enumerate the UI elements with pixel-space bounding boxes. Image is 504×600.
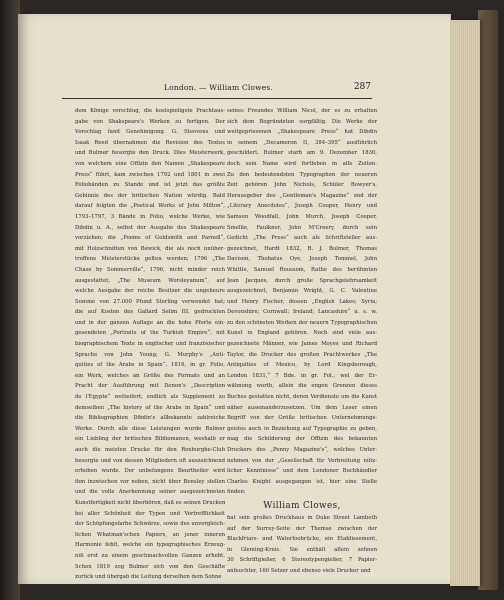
text-line: auch die meisten Drucke für den Roxburghe-Club xyxy=(75,447,225,453)
text-line: 1793–1797, 3 Bände in Folio, welche Werke, wie xyxy=(75,213,225,220)
text-line: wähnung werth, allein die engen Grenzen dieses xyxy=(227,383,377,390)
header-rule xyxy=(62,98,372,99)
text-line: mag die Schilderung der Offizin des bekannten xyxy=(227,436,377,443)
text-line: Zeit gehören John Nichols, Schüler Bowyer's, xyxy=(227,182,377,189)
text-line: von welchem eine Offizin den Namen „Shakespeare xyxy=(75,160,225,167)
text-line: seines Freundes William Nicol, der es zu erhalten xyxy=(227,108,377,114)
text-line: Begriff von der Größe britischen Unternehmungs- xyxy=(227,415,377,422)
text-line: näher auseinanderzusetzen. Um dem Leser einen xyxy=(227,404,377,411)
text-line: mit Holzschnitten von Bewick, die als noch unüber- xyxy=(75,245,225,252)
text-line: der Schöpfungsfarbe Schwärze, sowie des unvergleich- xyxy=(75,521,225,528)
text-line: demselben „The history of the Arabs in Spain“ und xyxy=(75,404,225,411)
text-line: ausgezeichnet, Benjamin Wright, G. C. Valentine xyxy=(227,288,377,295)
text-line: doch sein Name wird fortleben in alle Zeiten. xyxy=(227,160,377,167)
text-line: geschildert. Bulmer starb am 9. Dezember 1830, xyxy=(227,150,377,157)
text-line: nehmen von der „Gesellschaft für Verbreitung nütz- xyxy=(227,457,377,464)
text-line: ein Liebling der britischen Bibliomanen, weshalb er xyxy=(75,436,225,443)
text-line: besorgte und von dessen Mitgliedern oft auszeichnend xyxy=(75,457,225,464)
text-line: licher Kenntnisse“ und dem Londoner Buchhändler xyxy=(227,468,377,475)
text-line: welche Ausgabe der reiche Besitzer die ungeheure xyxy=(75,288,225,295)
text-line: weitgepriesenen „Shakespeare Press“ hat Dibdin xyxy=(227,129,377,136)
page-edges xyxy=(450,20,480,586)
text-line: „Literary Anecdotes“, Joseph Cooper, Henry und xyxy=(227,203,377,210)
text-line: Schon 1819 zog Bulmer sich von den Geschäfte xyxy=(75,563,225,570)
text-line: erhoben wurde. Der unbefangene Beurtheiler wird xyxy=(75,468,225,475)
book-cover-edge xyxy=(478,10,498,590)
text-line: in Gleming-Kreis. Sie enthält allein zehnen xyxy=(227,546,377,553)
text-line: bei aller Schönheit der Typen und Vortrefflichkeit xyxy=(75,510,225,517)
text-line: Werke. Durch alle diese Leistungen wurde Bulmer xyxy=(75,425,225,432)
text-line: geistes auch in Beziehung auf Typographie zu geben, xyxy=(227,425,377,432)
right-text-column xyxy=(227,106,377,577)
text-line: und Henry Fischer, dessen „English Lakes; Syria; xyxy=(227,298,377,305)
text-line: Blackfriars- und Waterloobrücke, ein Etablissement, xyxy=(227,536,377,543)
running-header xyxy=(66,82,371,96)
text-line: Buches gestatten nicht, deren Verdienste um die Kunst xyxy=(227,394,377,401)
text-line: und Bulmer besorgte den Druck. Dies Meisterwerk, xyxy=(75,150,225,157)
text-line: Zu den bedeutendsten Typographen der neueren xyxy=(227,171,377,178)
text-line: finden: xyxy=(227,489,246,496)
text-line: Vorschlag fand Genehmigung. G. Steevens und xyxy=(75,129,225,136)
text-line: und in der ganzen Auflage an die hohe Pforte ein- xyxy=(75,319,225,326)
text-line: Chase by Sommerville“, 1796, nicht minder reich xyxy=(75,266,225,273)
text-line: Kunst in England gehören. Noch sind viele aus- xyxy=(227,330,377,337)
left-text-column xyxy=(75,106,225,583)
book-binding xyxy=(0,0,20,600)
text-line: gezeichnet, Hardt 1832, R. J. Bulmer, Thomas xyxy=(227,245,377,252)
page-number: 287 xyxy=(353,82,371,92)
text-line: ausgestattet, „The Museum Worsleyanum“, auf xyxy=(75,277,225,284)
text-line: Isaak Reed übernahmen die Revision des Textes xyxy=(75,139,225,146)
text-line: Foliobänden zu Stande und ist jetzt das größte xyxy=(75,182,225,189)
text-line: 30 Schriftgießer, 6 Stereotypengießer, 7 Papier- xyxy=(227,557,377,564)
text-line: in seinem „Decameron II, 384–395“ ausführlich xyxy=(227,139,377,146)
text-line: biographischem Texte in englischer und französischer xyxy=(75,341,225,348)
text-line: quities of the Arabs in Spain“, 1816, in gr. Folio, xyxy=(75,362,225,369)
text-line: Druckers des „Penny Magazine's“, welches Unter- xyxy=(227,447,377,453)
text-line: Jean Jacques, durch große Sprachgelehrsamkeit xyxy=(227,277,377,284)
text-line: ihm inzwischen vor neben, nicht über Bensley stellen xyxy=(75,478,225,485)
text-line: dem Könige vorschlug, die kostspieligste Prachtaus- xyxy=(75,108,225,114)
text-line: troffene Meisterstücke gelten werden; 1796 „The xyxy=(75,256,225,263)
text-line: ein Werk, welches an Größe des Formats und an xyxy=(75,372,225,379)
text-line: Press“ führt, kam zwischen 1792 und 1801 in zwei xyxy=(75,171,225,178)
text-line: Kunstfertigkeit nicht überhören, daß es seinen Drucken xyxy=(75,499,225,506)
text-line: Smellie, Faulkner, John M'Creery, durch sein xyxy=(227,224,377,231)
text-line: die auf Kosten des Gallard Selim III. gedruckten xyxy=(75,309,225,316)
text-line: London 1831,“ 7 Bde. in gr. Fol., wel der Er- xyxy=(227,372,377,379)
text-line: Whittle, Samuel Roussom, Rathe des berühmten xyxy=(227,266,377,273)
text-line: anfeuchter, 160 Setzer und ebenso viele Drucker und xyxy=(227,567,371,574)
text-line: Charles Knight ausgegangen ist, hier eine Stelle xyxy=(227,478,377,485)
text-line: darauf folgten die „Poetical Works of John Milton“, xyxy=(75,203,225,210)
text-line: Pracht der Ausführung mit Denon's „Description xyxy=(75,383,225,390)
text-line: Gedicht „The Press“ auch als Schriftsteller aus- xyxy=(227,235,377,242)
text-line: Gebinnis des der britischen Nation würdig. Bald xyxy=(75,192,225,199)
text-line: Samson Woodfall, John Murch, Joseph Cooper, xyxy=(227,213,377,220)
running-title: London. — William Clowes. xyxy=(163,83,274,92)
text-line: zu den schönsten Werken der neuern Typographischen xyxy=(227,319,377,326)
section-heading: William Clowes, xyxy=(263,500,341,511)
text-line: Dibdin u. A., selbst der Ausgabe des Shakespeare xyxy=(75,224,225,231)
text-line: Taylor, die Drucker des großen Prachtwerkes „The xyxy=(227,351,377,358)
text-line: zurück und übergab die Leitung derselben dem Sohne xyxy=(75,574,222,581)
text-line: lichen Whatman'schen Papiers, an jener inneren xyxy=(75,531,225,538)
text-line: Devonshire; Cornwall; Ireland; Lancashire“ u. s. w. xyxy=(227,309,377,316)
text-line: Sprache von John Young; G. Murphy's „Anti- xyxy=(75,351,225,358)
text-line: Harmonie fehlt, welche ein typographisches Erzeug- xyxy=(75,542,225,549)
text-line: Summe von 27.000 Pfund Sterling verwendet hat; xyxy=(75,298,225,305)
text-line: Davison, Thobatus Oye, Joseph Tommel, John xyxy=(227,256,377,263)
text-line: hat sein großes Druckhaus in Duke Street Lambeth xyxy=(227,514,377,521)
text-line: gesendeten „Portraits of the Turkish Empire“, mit xyxy=(75,330,225,337)
text-line: sich dem Begründeten sorgfältig. Die Werke der xyxy=(227,118,377,125)
text-line: und die volle Anerkennung seiner ausgezeichneten xyxy=(75,489,225,496)
text-line: Antiquities of Mexico, by Lord Kingsborough, xyxy=(227,362,377,369)
text-line: auf der Surrey-Seite der Themse zwischen der xyxy=(227,525,377,532)
text-line: gezeichnete Männer, wie James Moyes und Richard xyxy=(227,341,377,348)
text-line: die Bibliographien Dibdin's allbekannte zahlreiche xyxy=(75,415,225,422)
text-line: niß erst zu einem geschmackvollen Ganzen erhebt. xyxy=(75,552,225,559)
text-line: de l'Egypte“ wetteifert; endlich als Supplement zu xyxy=(75,394,225,401)
text-line: Herausgeber des „Gentleman's Magazine“ und der xyxy=(227,192,377,199)
text-line: gabe von Shakspeare's Werken zu fertigen. Der xyxy=(75,118,225,125)
text-line: vorziehen; die „Poems of Goldsmith and Parnell“, xyxy=(75,235,225,242)
